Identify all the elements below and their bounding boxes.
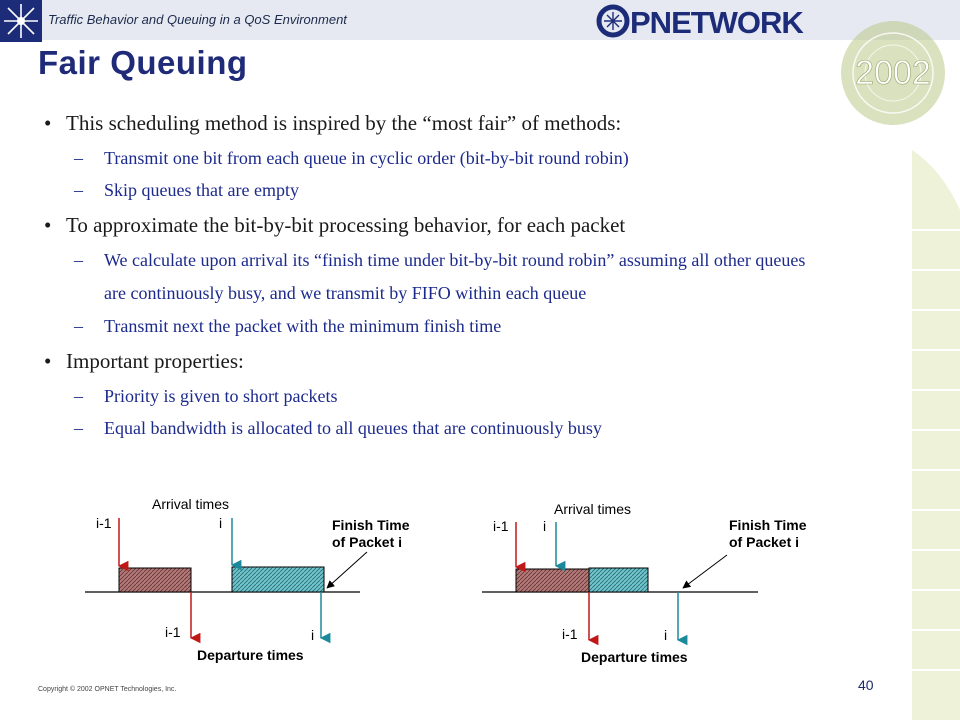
finish-time-label: of Packet i	[729, 534, 800, 550]
right-timing-diagram	[482, 501, 807, 665]
left-timing-diagram	[85, 496, 410, 663]
sub-bullet-text: Skip queues that are empty	[104, 180, 299, 200]
sub-bullet-item: – Skip queues that are empty	[74, 180, 299, 200]
arrival-times-label: Arrival times	[152, 496, 230, 512]
departure-label-current: i	[311, 627, 315, 643]
sub-bullet-item: – Equal bandwidth is allocated to all queues that are continuously busy	[74, 418, 602, 438]
arrival-label-prev: i-1	[96, 515, 112, 531]
finish-time-label: of Packet i	[332, 534, 403, 550]
departure-label-current: i	[664, 627, 668, 643]
sub-bullet-text: We calculate upon arrival its “finish time under bit-by-bit round robin” assuming all other queues are continuously busy, and we transmit by FIFO within each queue	[104, 250, 806, 303]
packet-prev	[516, 569, 589, 592]
sub-bullet-text: Transmit one bit from each queue in cyclic order (bit-by-bit round robin)	[104, 148, 629, 168]
sub-bullet-item: – We calculate upon arrival its “finish time under bit-by-bit round robin” assuming all other queues are continuously busy, and we transmit by FIFO within each queue	[74, 250, 806, 303]
arrival-label-current: i	[543, 518, 547, 534]
svg-text:PNETWORK: PNETWORK	[630, 5, 803, 38]
sub-bullet-text: Equal bandwidth is allocated to all queues that are continuously busy	[104, 418, 602, 438]
opnetwork-logo	[596, 4, 828, 38]
slide-title: Fair Queuing	[38, 44, 248, 81]
finish-time-pointer	[327, 552, 367, 588]
arrival-label-prev: i-1	[493, 518, 509, 534]
copyright-notice: Copyright © 2002 OPNET Technologies, Inc.	[38, 686, 177, 693]
packet-current	[232, 567, 324, 592]
star-logo-icon	[0, 0, 42, 42]
fair-queuing-timing-diagrams	[0, 480, 960, 680]
course-title: Traffic Behavior and Queuing in a QoS Environment	[48, 12, 347, 27]
page-number: 40	[858, 677, 874, 693]
bullet-list	[42, 110, 882, 444]
packet-prev	[119, 568, 191, 592]
departure-label-prev: i-1	[562, 626, 578, 642]
finish-time-label: Finish Time	[332, 517, 410, 533]
departure-times-label: Departure times	[581, 649, 688, 665]
bullet-item: • To approximate the bit-by-bit processing behavior, for each packet	[42, 212, 882, 238]
sub-bullet-text: Priority is given to short packets	[104, 386, 338, 406]
finish-time-pointer	[683, 555, 727, 588]
bullet-item: • This scheduling method is inspired by the “most fair” of methods:	[42, 110, 882, 136]
arrival-times-label: Arrival times	[554, 501, 632, 517]
sub-bullet-text: Transmit next the packet with the minimum finish time	[104, 316, 502, 336]
sub-bullet-item: – Priority is given to short packets	[74, 386, 338, 406]
sub-bullet-item: – Transmit one bit from each queue in cyclic order (bit-by-bit round robin)	[74, 148, 629, 168]
arrival-label-current: i	[219, 515, 223, 531]
departure-times-label: Departure times	[197, 647, 304, 663]
finish-time-label: Finish Time	[729, 517, 807, 533]
departure-label-prev: i-1	[165, 624, 181, 640]
packet-current	[589, 568, 648, 592]
svg-text:2002: 2002	[855, 54, 931, 92]
sub-bullet-item: – Transmit next the packet with the minimum finish time	[74, 316, 502, 336]
bullet-item: • Important properties:	[42, 348, 882, 374]
